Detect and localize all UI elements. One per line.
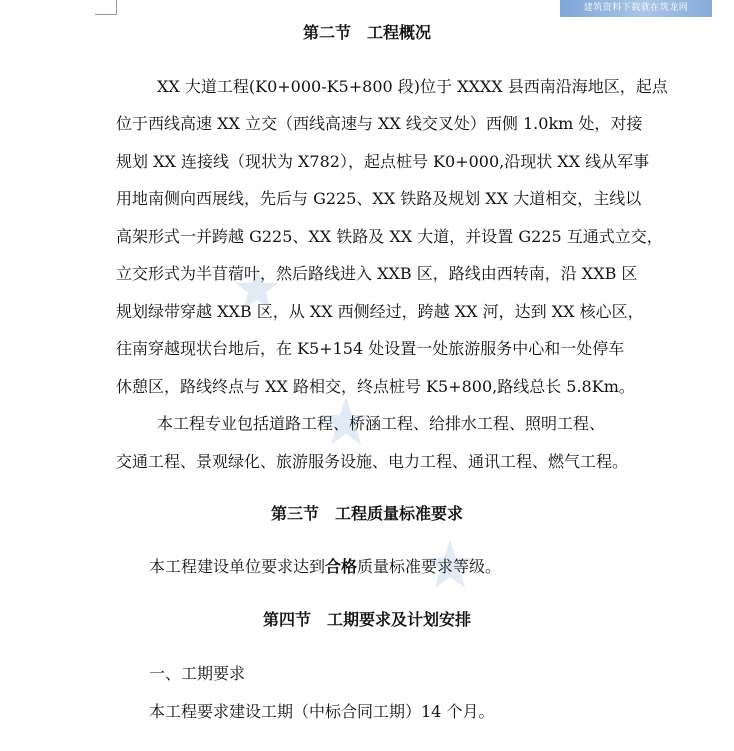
- overview-line: 休憩区，路线终点与 XX 路相交，终点桩号 K5+800,路线总长 5.8Km。: [116, 377, 635, 396]
- quality-grade: 合格: [325, 557, 358, 576]
- scope-line: 本工程专业包括道路工程、桥涵工程、给排水工程、照明工程、: [157, 414, 606, 433]
- quality-requirement: [149, 557, 501, 577]
- overview-line: 往南穿越现状台地后，在 K5+154 处设置一处旅游服务中心和一处停车: [116, 339, 625, 358]
- section-heading-schedule: 第四节 工期要求及计划安排: [262, 610, 471, 629]
- watermark-banner: 建筑资料下载就在筑龙网: [560, 0, 712, 17]
- overview-line: 高架形式一并跨越 G225、XX 铁路及 XX 大道，并设置 G225 互通式立交，: [116, 227, 663, 246]
- overview-line: 位于西线高速 XX 立交（西线高速与 XX 线交叉处）西侧 1.0km 处，对接: [116, 114, 643, 133]
- overview-line: 规划 XX 连接线（现状为 X782），起点桩号 K0+000,沿现状 XX 线从军事: [116, 152, 650, 171]
- overview-line: 规划绿带穿越 XXB 区，从 XX 西侧经过，跨越 XX 河，达到 XX 核心区，: [116, 302, 644, 321]
- schedule-text: 本工程要求建设工期（中标合同工期）14 个月。: [149, 702, 495, 721]
- scope-line: 交通工程、景观绿化、旅游服务设施、电力工程、通讯工程、燃气工程。: [116, 452, 629, 471]
- page-corner-mark: [95, 0, 117, 15]
- overview-line: 立交形式为半苜蓿叶，然后路线进入 XXB 区，路线由西转南，沿 XXB 区: [116, 264, 638, 283]
- overview-line: XX 大道工程(K0+000-K5+800 段)位于 XXXX 县西南沿海地区，起点: [157, 77, 668, 96]
- section-heading-quality: 第三节 工程质量标准要求: [270, 504, 463, 523]
- schedule-item-title: 一、工期要求: [149, 664, 246, 683]
- quality-prefix: 本工程建设单位要求达到: [149, 557, 326, 576]
- section-heading-overview: 第二节 工程概况: [302, 23, 431, 42]
- overview-line: 用地南侧向西展线，先后与 G225、XX 铁路及规划 XX 大道相交，主线以: [116, 189, 642, 208]
- quality-suffix: 质量标准要求等级。: [357, 557, 502, 576]
